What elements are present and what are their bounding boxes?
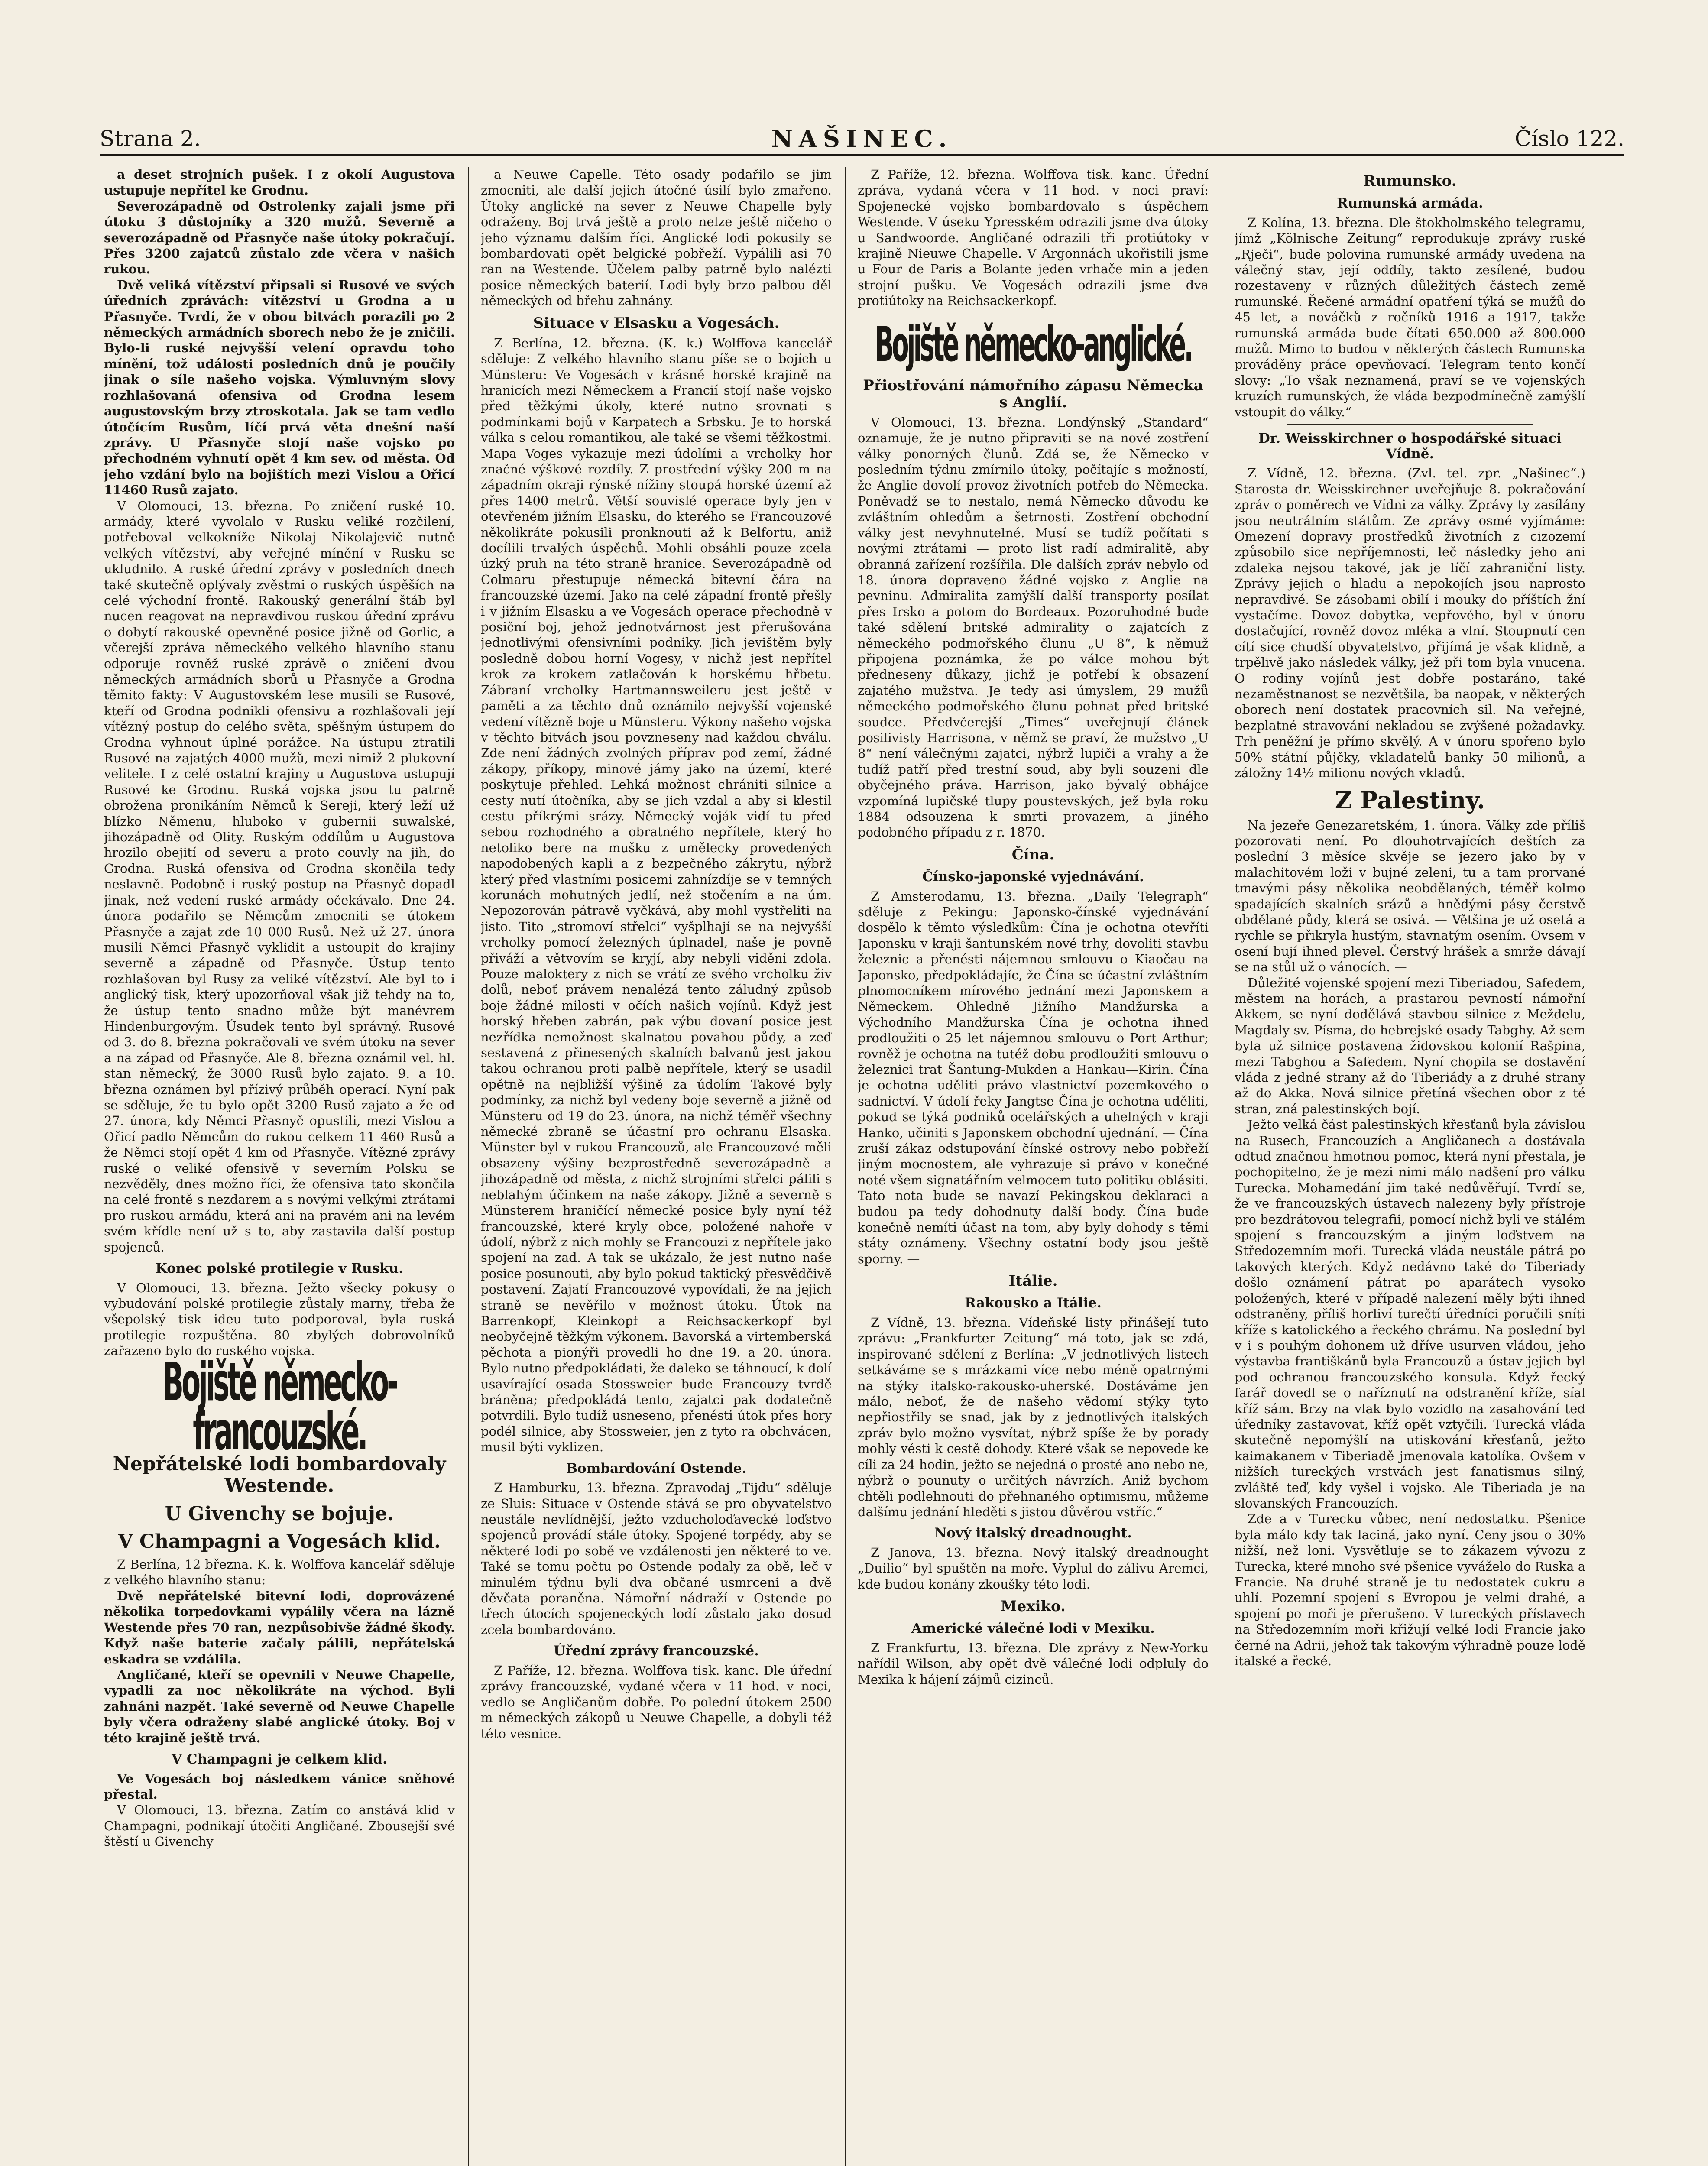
article-paragraph: Z Janova, 13. března. Nový italský dreadnought „Duilio“ byl spuštěn na moře. Vyplul do zálivu Aremci, kde budou konány zkoušky této lodi.	[858, 1545, 1209, 1592]
header-rule	[100, 154, 1624, 156]
section-heading: Mexiko.	[1001, 1598, 1066, 1615]
article-headline: Nový italský dreadnought.	[934, 1525, 1132, 1541]
article-headline: Z Palestiny.	[1335, 786, 1485, 814]
article-headline: Nepřátelské lodi bombardovaly Westende.	[113, 1453, 446, 1497]
article-paragraph: Z Hamburku, 13. března. Zpravodaj „Tijdu“ sděluje ze Sluis: Situace v Ostende stává se pro obyvatelstvo neustále nevlídnější, ježto vzducholoďavecké loďstvo spojenců provádí stále útoky. Spojené torpédy, aby se některé lodi po sobě ve vzdálenosti jen některé to ve. Také se tomu počtu po Ostende podaly za obě, leč v minulém týdnu byli dva občané usmrceni a dvě děvčata poraněna. Námořní nádraží v Ostende po třech útocích spojeneckých lodí zůstalo jako dosud zcela bombardováno.	[481, 1480, 832, 1637]
article-paragraph: Na jezeře Genezaretském, 1. února. Války zde příliš pozorovati není. Po dlouhotrvajících deštích za poslední 3 měsíce skvěje se jezero jako by v malachitovém loži v bujné zeleni, tu a tam prorvané tmavými pásy několika neobdělaných, téměř kolmo spadajících skalních srázů a hnědými pásy čerstvě obdělané půdy, která se osivá. — Většina je už osetá a rychle se přikryla hustým, stavnatým osením. Ovsem v osení bují ihned plevel. Čerstvý hrášek a smrže dávají se na stůl už o vánocích. —	[1235, 817, 1585, 975]
section-banner	[858, 318, 1209, 371]
article-paragraph: Z Berlína, 12. března. (K. k.) Wolffova kancelář sděluje: Z velkého hlavního stanu píše se o bojích u Münsteru: Ve Vogesách v krásné horské krajině na hranicích mezi Německem a Francií stojí naše vojsko před těžkými úkoly, které nutno srovnati s podmínkami bojů v Karpatech a Srbsku. Je to horská válka s celou romantikou, ale také se všemi těžkostmi. Mapa Voges vykazuje mezi údolími a vrcholky hor značné výškové rozdíly. Z prostřední výšky 200 m na západním okraji rýnské nížiny stoupá horské území až přes 1400 metrů. Větší souvislé operace byly jen v otevřeném jižním Elsasku, do kterého se Francouzové několikráte pokusili pronknouti až k Belfortu, aniž docílili trvalých úspěchů. Mohli obsáhli pouze zcela úzký pruh na této straně hranice. Severozápadně od Colmaru přestupuje německá bitevní čára na francouzské území. Jako na celé západní frontě přešly i v jižním Elsasku a ve Vogesách operace přechodně v posiční boj, jehož jednotvárnost jest přerušována jednotlivými ofensivními podniky. Jich jevištěm byly posledně dobou horní Vogesy, v nichž jest nepřítel krok za krokem zatlačován k horskému hřbetu. Zábraní vrcholky Hartmannsweileru jest ještě v paměti a za těchto dnů oznámilo nejvyšší vojenské vedení vítězně boje u Münsteru. Výkony našeho vojska v těchto bitvách jsou povzneseny nad každou chválu. Zde není žádných zvolných příprav pod zemí, žádné zákopy, příkopy, minové jámy jako na území, které poskytuje přehled. Lehká možnost chrániti silnice a cesty nutí útočníka, aby se jich vzdal a aby si klestil cestu příkrými srázy. Německý voják vidí tu před sebou rozhodného a obratného nepřítele, který ho netoliko bere na mušku z umělecky provedených napodobených kapli a z bezpečného zákrytu, nýbrž který před vlastními posicemi zahnízdíje se v temných korunách mohutných jedlí, než stočením a na úm. Nepozorován pátravě vyčkává, aby mohl vystřeliti na jisto. Tito „stromoví střelci“ vyšplhají se na nejvyšší vrcholky pomocí železných úplnadel, naše je povně přiváží a větvovím se kryjí, aby nebyli viděni zdola. Pouze maloktery z nich se vrátí ze svého vrcholku živ dolů, neboť právem nenalézá tento záludný způsob boje žádné milosti v očích našich vojínů. Když jest horský hřeben zabrán, pak výbu dovaní posice jest nezřídka nemožnost skalnatou povahou půdy, a zeď sestavená z přinesených skalních balvanů jest jakou takou ochranou proti palbě nepřítele, který se usadil opětně na nejbližší výšině za údolím Takové byly podmínky, za nichž byl vedeny boje severně a jižně od Münsteru od 19 do 23. února, na nichž téměř všechny německé zbraně se účastní pro ochranu Elsaska. Münster byl v rukou Francouzů, ale Francouzové měli obsazeny výšiny bezprostředně severozápadně a jihozápadně od města, z nichž strojními střelci pálili s neblahým účinkem na naše zákopy. Jižně a severně s Münsterem hraničící německé posice byly nyní též francouzské, které kryly obce, položené nahoře v údolí, nýbrž z nich mohly se Francouzi z nepřítele jako spojení na zad. A tak se ukázalo, že jest nutno naše posice posunouti, aby bylo pokud taktický přesvědčivě postavení. Zajatí Francouzové vypovídali, že na jejich straně se nevěřilo v možnost útoku. Útok na Barrenkopf, Kleinkopf a Reichsackerkopf byl neobyčejně těžkým výkonem. Bavorská a virtemberská pěchota a pionýři provedli ho dne 19. a 20. února. Bylo nutno předpokládati, že daleko se táhnoucí, k dolí usavírající osada Stosswеier bude Francouzy tvrdě bráněna; předpokládá tento, zajatci pak dodatečně potvrdili. Bylo tudíž usneseno, přenésti útok přes hory podél silnice, aby Stosswеier, jen z tyto ra obchvácen, musil býti vyklizen.	[481, 335, 832, 1455]
article-paragraph: Z Berlína, 12 března. K. k. Wolffova kancelář sděluje z velkého hlavního stanu:	[104, 1557, 455, 1588]
issue-number: Číslo 122.	[1514, 126, 1624, 151]
article-paragraph: Z Vídně, 13. března. Vídeňské listy přinášejí tuto zprávu: „Frankfurter Zeitung“ má toto, jak se zdá, inspirované sdělení z Berlína: „V jednotlivých listech setkáváme se s mrázkami více nebo méně opatrnými na stýky italsko-rakousko-uherské. Dostáváme jen málo, neboť, že de našeho vědomí stýky tyto nepřiostřily se snad, jak by z jednotlivých italských zpráv bylo možno vysvítat, nýbrž spíše že by porady mohly vésti k cestě dohody. Které však se nepovede ke cíli za 24 hodin, ježto se nejedná o prosté ano nebo ne, nýbrž o pounuty o určitých návrzích. Aniž bychom chtěli podlehnouti do přehnaného optimismu, můžeme dalšímu jednání hleděti s jistou důvěrou vstříc.“	[858, 1315, 1209, 1519]
article-paragraph: Z Vídně, 12. března. (Zvl. tel. zpr. „Našinec“.) Starosta dr. Weisskirchner uveřejňuje 8. pokračování zpráv o poměrech ve Vídni za války. Zprávy ty zasílány jsou neutrálním státům. Ze zprávy osmé vyjímáme: Omezení dopravy prostředků životních z cizozemí způsobilo sice nepříjemnosti, leč následky jeho ani zdaleka nejsou takové, jak je líčí zahraniční listy. Zprávy jejich o hladu a nepokojích jsou naprosto nepravdivé. Se zásobami obilí i mouky do příštích žní vystačíme. Dovoz dobytka, vepřového, byl v únoru dostačující, rovněž dovoz mléka a vlní. Stoupnutí cen cítí sice chudší obyvatelstvo, přijímá je však klidně, a trpělivě jako následek války, jež při tom byla vnucena. O rodiny vojínů jest dobře postaráno, také nezaměstnanost se nezvětšila, ba naopak, v některých oborech není dostatek pracovních sil. Na veřejné, bezplatné stravování nekladou se zvýšené požadavky. Trh peněžní je přímo skvělý. A v únoru spořeno bylo 50% státní půjčky, vkladatelů banky 50 milionů, a záložny 14½ milionu nových vkladů.	[1235, 466, 1585, 781]
article-paragraph: V Olomouci, 13. března. Po zničení ruské 10. armády, které vyvolalo v Rusku veliké rozčilení, potřeboval velkokníže Nikolaj Nikolajevič nutně velkých vítězství, aby veřejné mínění v Rusku se ukludnilo. A ruské úřední zprávy v posledních dnech také skutečně oplývaly zvěstmi o ruských úspěších na celé východní frontě. Rakouský generální štáb byl nucen reagovat na nepravdivou ruskou úřední zprávu o dobytí rakouské opevněné posice jižně od Gorlic, a včerejší zpráva německého velkého hlavního stanu odporuje rovněž ruské zprávě o zničení dvou německých armádních sborů u Přasnyče a Grodna těmito fakty: V Augustovském lese musili se Rusové, kteří od Grodna podnikli ofensivu a rozhlašovali její vítězný postup do celého světa, spěšným ústupem do Grodna vyhnout úplné porážce. Na ústupu ztratili Rusové na zajatých 4000 mužů, mezi nimiž 2 plukovní velitele. I z celé ostatní krajiny u Augustova ustupují Rusové ke Grodnu. Ruská vojska jsou tu patrně obrožena pronikáním Němců k Sereji, který leží už blízko Němenu, hluboko v gubernii suwalské, jihozápadně od Olity. Ruským oddílům u Augustova hrozilo obejití od severu a proto couvly na jih, do Grodna. Ruská ofensiva od Grodna skončila tedy neslavně. Podobně i ruský postup na Přasnyč dopadl jinak, než vedení ruské armády očekávalo. Dne 24. února podařilo se Němcům zmocniti se útokem Přasnyče a zajat zde 10 000 Rusů. Než už 27. února musili Němci Přasnyč vyklidit a ustoupit do krajiny severně a západně od Přasnyče. Ústup tento rozhlašovan byl Rusy za veliké vítězství. Ale byl to i anglický tisk, který upozorňoval však již tehdy na to, že ústup tento snadno může být manévrem Hindenburgovým. Úsudek tento byl správný. Rusové od 3. do 8. března pokračovali ve svém útoku na sever a na západ od Přasnyče. Ale 8. března oznámil vel. hl. stan německý, že 3000 Rusů bylo zajato. 9. a 10. března oznámen byl přízivý průběh operací. Nyní pak se sděluje, že tu bylo opět 3200 Rusů zajato a že od 27. února, kdy Němci Přasnyč opustili, mezi Vislou a Ořicí padlo Němcům do rukou celkem 11 460 Rusů a že Němci stojí opět 4 km od Přasnyče. Vítězné zprávy ruské o veliké ofensivě v severním Polsku se nezvěděly, dnes možno říci, že ofensiva tato skončila na celé frontě s nezdarem a s novými velkými ztrátami pro ruskou armádu, která ani na pravém ani na levém svém křídle není už s to, aby zastavila další postup spojenců.	[104, 498, 455, 1255]
page-number: Strana 2.	[100, 126, 201, 151]
article-paragraph: Angličané, kteří se opevnili v Neuwe Chapelle, vypadli za noc několikráte na východ. Byli zahnáni nazpět. Také severně od Neuwe Chapelle byly včera odraženy slabé anglické útoky. Boj v této krajině ještě trvá.	[104, 1667, 455, 1745]
article-subheadline: V Champagni je celkem klid.	[172, 1751, 387, 1767]
section-heading: Itálie.	[1008, 1272, 1058, 1290]
column-separator	[845, 167, 846, 2166]
article-paragraph: Důležité vojenské spojení mezi Tiberiadou, Safedem, městem na horách, a prastarou pevností námořní Akkem, se nyní dodělává stavbou silnice z Meždelu, Magdaly sv. Písma, do hebrejské osady Tabghy. Až sem byla už silnice postavena židovskou kolonií Rašpina, mezi Tabghou a Safedem. Nyní chopila se dostavění vláda z jedné strany až do Tiberiády a z druhé strany až do Akka. Nová silnice přetíná všechen obor z té stran, zná palestinských bojí.	[1235, 975, 1585, 1116]
article-subheadline: V Champagni a Vogesách klid.	[118, 1530, 441, 1553]
article-headline: Úřední zprávy francouzské.	[554, 1643, 759, 1659]
article-headline: Rakousko a Itálie.	[965, 1295, 1102, 1311]
section-heading: Rumunsko.	[1363, 172, 1457, 190]
section-banner-text: Bojiště německo-anglické.	[875, 316, 1192, 373]
article-paragraph: Zde a v Turecku vůbec, není nedostatku. Pšenice byla málo kdy tak laciná, jako nyní. Ceny jsou o 30% nižší, než loni. Vysvětluje se to zákazem vývozu z Turecka, které mnoho své pšenice vyváželo do Ruska a Francie. Na druhé straně je tu nedostatek cukru a uhlí. Pozemní spojení s Evropou je velmi drahé, a spojení po moři je přerušeno. V tureckých přístavech na Středozemním moři křižují velké lodi Francie jako černé na Adrii, jehož tak takovým výhradně pouze lodě italské a řecké.	[1235, 1511, 1585, 1669]
article-paragraph: Ježto velká část palestinských křesťanů byla závislou na Rusech, Francouzích a Angličanech a dostávala odtud značnou hmotnou pomoc, která nyní přestala, je pochopitelno, že je mezi nimi málo nadšení pro válku Turecka. Mohamedání jim také nedůvěřují. Tvrdí se, že ve francouzských ústavech nalezeny byly přístroje pro bezdrátovou telegrafii, pomocí nichž byli ve stálém spojení s francouzským a jiným loďstvem na Středozemním moři. Turecká vláda neustále pátrá po takových kterých. Když nedávno také do Tiberiady došlo oznámení pátrat po aparátech vysoko položených, které v případě nalezení měly býti ihned odstraněny, příliš horliví turečtí úředníci poručili sníti kříže s katolického a řeckého chrámu. Na poslední byl v i s pouhým dohonem už dříve usurven vládou, jeho výstavba františkánů byla Francouzů a ústav jejich byl pod ochranou francouzského konsula. Když řecký farář dovedl se o naříznutí na odstranění kříže, síal kříž sám. Brzy na vlak bylo vozidlo na zasahování teď úředníky zastavovat, kříž opět vztyčili. Turecká vláda skutečně nepomýšlí na utiskování křesťanů, ježto kaimakanem v Tiberiadě jmenovala katolíka. Ovšem v nižších tureckých vrstvách jest fanatismus silný, zvláště teď, kdy vyšel i vojsko. Ale Tiberiada je na slovanských Francouzích.	[1235, 1117, 1585, 1511]
column-separator	[468, 167, 469, 2166]
page-header	[100, 126, 1624, 156]
article-paragraph: Z Kolína, 13. března. Dle štokholmského telegramu, jímž „Kölnische Zeitung“ reprodukuje zprávy ruské „Rječi“, bude polovina rumunské armády uvedena na válečný stav, její oddíly, takto zesílené, budou rozestaveny v různých důležitých částech země rumunské. Řečené armádní opatření týká se mužů do 45 let, a nováčků z ročníků 1916 a 1917, takže rumunská armáda bude čítati 650.000 až 800.000 mužů. Mimo to budou v některých částech Rumunska prováděny práce opevňovací. Telegram tento končí slovy: „To však neznamená, praví se ve vojenských kruzích rumunských, že vláda bezpodmínečně zamýšlí vstoupit do války.“	[1235, 215, 1585, 419]
article-paragraph: Z Paříže, 12. března. Wolffova tisk. kanc. Dle úřední zprávy francouzské, vydané včera v 11 hod. v noci, vedlo se Angličanům dobře. Po polední útokem 2500 m německých zákopů u Neuwe Chapelle, a dobyli též této vesnice.	[481, 1663, 832, 1741]
article-paragraph: Ve Vogesách boj následkem vánice sněhové přestal.	[104, 1771, 455, 1802]
column-4	[1235, 167, 1585, 2166]
article-subheadline: U Givenchy se bojuje.	[165, 1502, 394, 1525]
article-headline: Čínsko-japonské vyjednávání.	[922, 869, 1144, 885]
article-paragraph: a Neuwe Capelle. Této osady podařilo se jim zmocniti, ale další jejich útočné úsilí bylo zmařeno. Útoky anglické na sever z Neuwe Chapelle byly odraženy. Boj trvá ještě a proto nelze ještě ničeho o jeho významu dalším říci. Anglické lodi pokusily se bombardovati opět belgické pobřeží. Vypálili asi 70 ran na Westende. Účelem palby patrně bylo nalézti posice německých baterií. Lodi byly brzo palbou děl německých od břehu zahnány.	[481, 167, 832, 308]
article-paragraph: a deset strojních pušek. I z okolí Augustova ustupuje nepřítel ke Grodnu.	[104, 167, 455, 198]
column-1	[104, 167, 455, 2166]
article-divider	[1287, 424, 1533, 425]
article-paragraph: Z Paříže, 12. března. Wolffova tisk. kanc. Úřední zpráva, vydaná včera v 11 hod. v noci praví: Spojenecké vojsko bombardovalo s úspěchem Westende. V úseku Ypresském odrazili jsme dva útoky u Sandwoorde. Angličané odrazili tři protiútoky v krajině Nieuwe Chapelle. V Argonnách ukořistili jsme u Four de Paris a Bolante jeden vrhače min a jeden strojní pušku. Ve Vogesách odrazili jsme dva protiútoky na Reichsackerkopf.	[858, 167, 1209, 308]
article-paragraph: Dvě nepřátelské bitevní lodi, doprovázené několika torpedovkami vypálily včera na lázně Westende přes 70 ran, nezpůsobivše žádné škody. Když naše baterie začaly pálili, nepřátelská eskadra se vzdálila.	[104, 1588, 455, 1667]
article-headline: Rumunská armáda.	[1337, 195, 1483, 211]
column-2	[481, 167, 832, 2166]
article-paragraph: V Olomouci, 13. března. Londýnský „Standard“ oznamuje, že je nutno připraviti se na nové zostření války ponorných člunů. Zdá se, že Německo v posledním týdnu zmírnilo útoky, počítajíc s možností, že Anglie dovolí provoz životních potřeb do Německa. Poněvadž se to nestalo, nemá Německo důvodu ke zvláštním ohledům a šetrnosti. Zostření obchodní války jest nevyhnutelné. Musí se tudíž počítati s novými ztrátami — proto list radí admiralitě, aby obranná zařízení rozšířila. Dle dalších zpráv nebylo od 18. února dopraveno žádné vojsko z Anglie na pevninu. Admiralita zamýšlí další transporty posílat přes Irsko a potom do Bordeaux. Pozoruhodné bude také sdělení britské admirality o zajatcích z německého podmořského člunu „U 8“, k němuž připojena poznámka, že po válce mohou být předneseny důkazy, jichž je potřebí k obsazení zajatého mužstva. Je tedy asi úmyslem, 29 mužů německého podmořského člunu pohnat před britské soudce. Předvčerejší „Times“ uveřejnují článek posilivisty Harrisona, v němž se praví, že mužstvo „U 8“ není válečnými zajatci, nýbrž lupiči a vrahy a že tudíž patří před trestní soud, aby byli souzeni dle obyčejného práva. Harrison, jako bývalý obhájce vzpomíná lupičské tlupy poustevských, jež byla roku 1884 odsouzena k smrti provazem, a jiného podobného případu z r. 1870.	[858, 415, 1209, 840]
article-headline: Americké válečné lodi v Mexiku.	[911, 1621, 1155, 1637]
section-banner	[104, 1352, 455, 1463]
article-paragraph: V Olomouci, 13. března. Ježto všecky pokusy o vybudování polské protilegie zůstaly marny, třeba že všepolský tisk ideu tuto podporoval, byla ruská protilegie rozpuštěna. 80 zbylých dobrovolníků zařazeno bylo do ruského vojska.	[104, 1280, 455, 1359]
section-heading: Čína.	[1011, 846, 1055, 863]
article-paragraph: V Olomouci, 13. března. Zatím co anstává klid v Champagni, podnikají útočiti Angličané. Zbousejší své štěstí u Givenchy	[104, 1803, 455, 1849]
article-paragraph: Dvě veliká vítězství připsali si Rusové ve svých úředních zprávách: vítězství u Grodna a u Přasnyče. Tvrdí, že v obou bitvách porazili po 2 německých armádních sborech nebo že je zničili. Bylo-li ruské nejvyšší velení opravdu toho mínění, tož události posledních dnů je poučily jinak o síle našeho vojska. Výmluvným slovy rozhlašovaná ofensiva od Grodna lesem augustovským brzy ztroskotala. Jak se tam vedlo útočícím Rusům, líčí prvá věta dnešní naší zprávy. U Přasnyče stojí naše vojsko po přechodném vyhnutí opět 4 km sev. od města. Od jeho vzdání bylo na bojištích mezi Vislou a Ořicí 11460 Rusů zajato.	[104, 277, 455, 498]
article-paragraph: Z Frankfurtu, 13. března. Dle zprávy z New-Yorku nařídil Wilson, aby opět dvě válečné lodi odpluly do Mexika k hájení zájmů cizinců.	[858, 1640, 1209, 1687]
article-paragraph: Severozápadně od Ostrolenky zajali jsme při útoku 3 důstojníky a 320 mužů. Severně a severozápadně od Přasnyče naše útoky pokračují. Přes 3200 zajatců zůstalo zde včera v našich rukou.	[104, 198, 455, 277]
article-paragraph: Z Amsterodamu, 13. března. „Daily Telegraph“ sděluje z Pekingu: Japonsko-čínské vyjednávání dospělo k těmto výsledkům: Čína je ochotna otevříti Japonsku v kraji šantunském nové trhy, dovoliti stavbu železnic a přenésti nájemnou smlouvu o Kiaočau na Japonsko, předpokládajíc, že Čína se účastní zvláštním plnomocníkem mírového jednání mezi Japonskem a Německem. Ohledně Jižního Mandžurska a Východního Mandžurska Čína je ochotna ihned prodloužiti o 25 let nájemnou smlouvu o Port Arthur; rovněž je ochotna na tutéž dobu prodloužiti smlouvu o železnici trat Šantung-Mukden a Hankau—Kirin. Čína je ochotna uděliti právo vlastnictví pozemkového o sadnictví. V údolí řeky Jangtse Čína je ochotna uděliti, pokud se týká podniků ocelářských a uhelných v kraji Hanko, učiniti s Japonskem obchodní ujednání. — Čína zruší zákaz odstupování čínské ostrovy nebo pobřeží jiným mocnostem, ale vyhrazuje si právo v konečné noté všem signatářním velmocem tuto politiku oblásiti. Tato nota bude se navazí Pekingskou deklaraci a budou pa tedy dohodnuty další body. Čína bude konečně nemíti účast na tom, aby byly dohody s těmi státy oznámeny. Všechny ostatní body jsou ještě sporny. —	[858, 888, 1209, 1266]
article-headline: Situace v Elsasku a Vogesách.	[533, 314, 780, 332]
article-headline: Přiostřování námořního zápasu Německa s Anglií.	[863, 376, 1203, 411]
article-headline: Konec polské protilegie v Rusku.	[155, 1261, 404, 1277]
section-banner-text: Bojiště německo-francouzské.	[162, 1352, 396, 1463]
masthead-title: NAŠINEC.	[771, 125, 953, 152]
article-headline: Dr. Weisskirchner o hospodářské situaci Vídně.	[1258, 431, 1562, 462]
column-3	[858, 167, 1209, 2166]
article-headline: Bombardování Ostende.	[566, 1460, 747, 1476]
